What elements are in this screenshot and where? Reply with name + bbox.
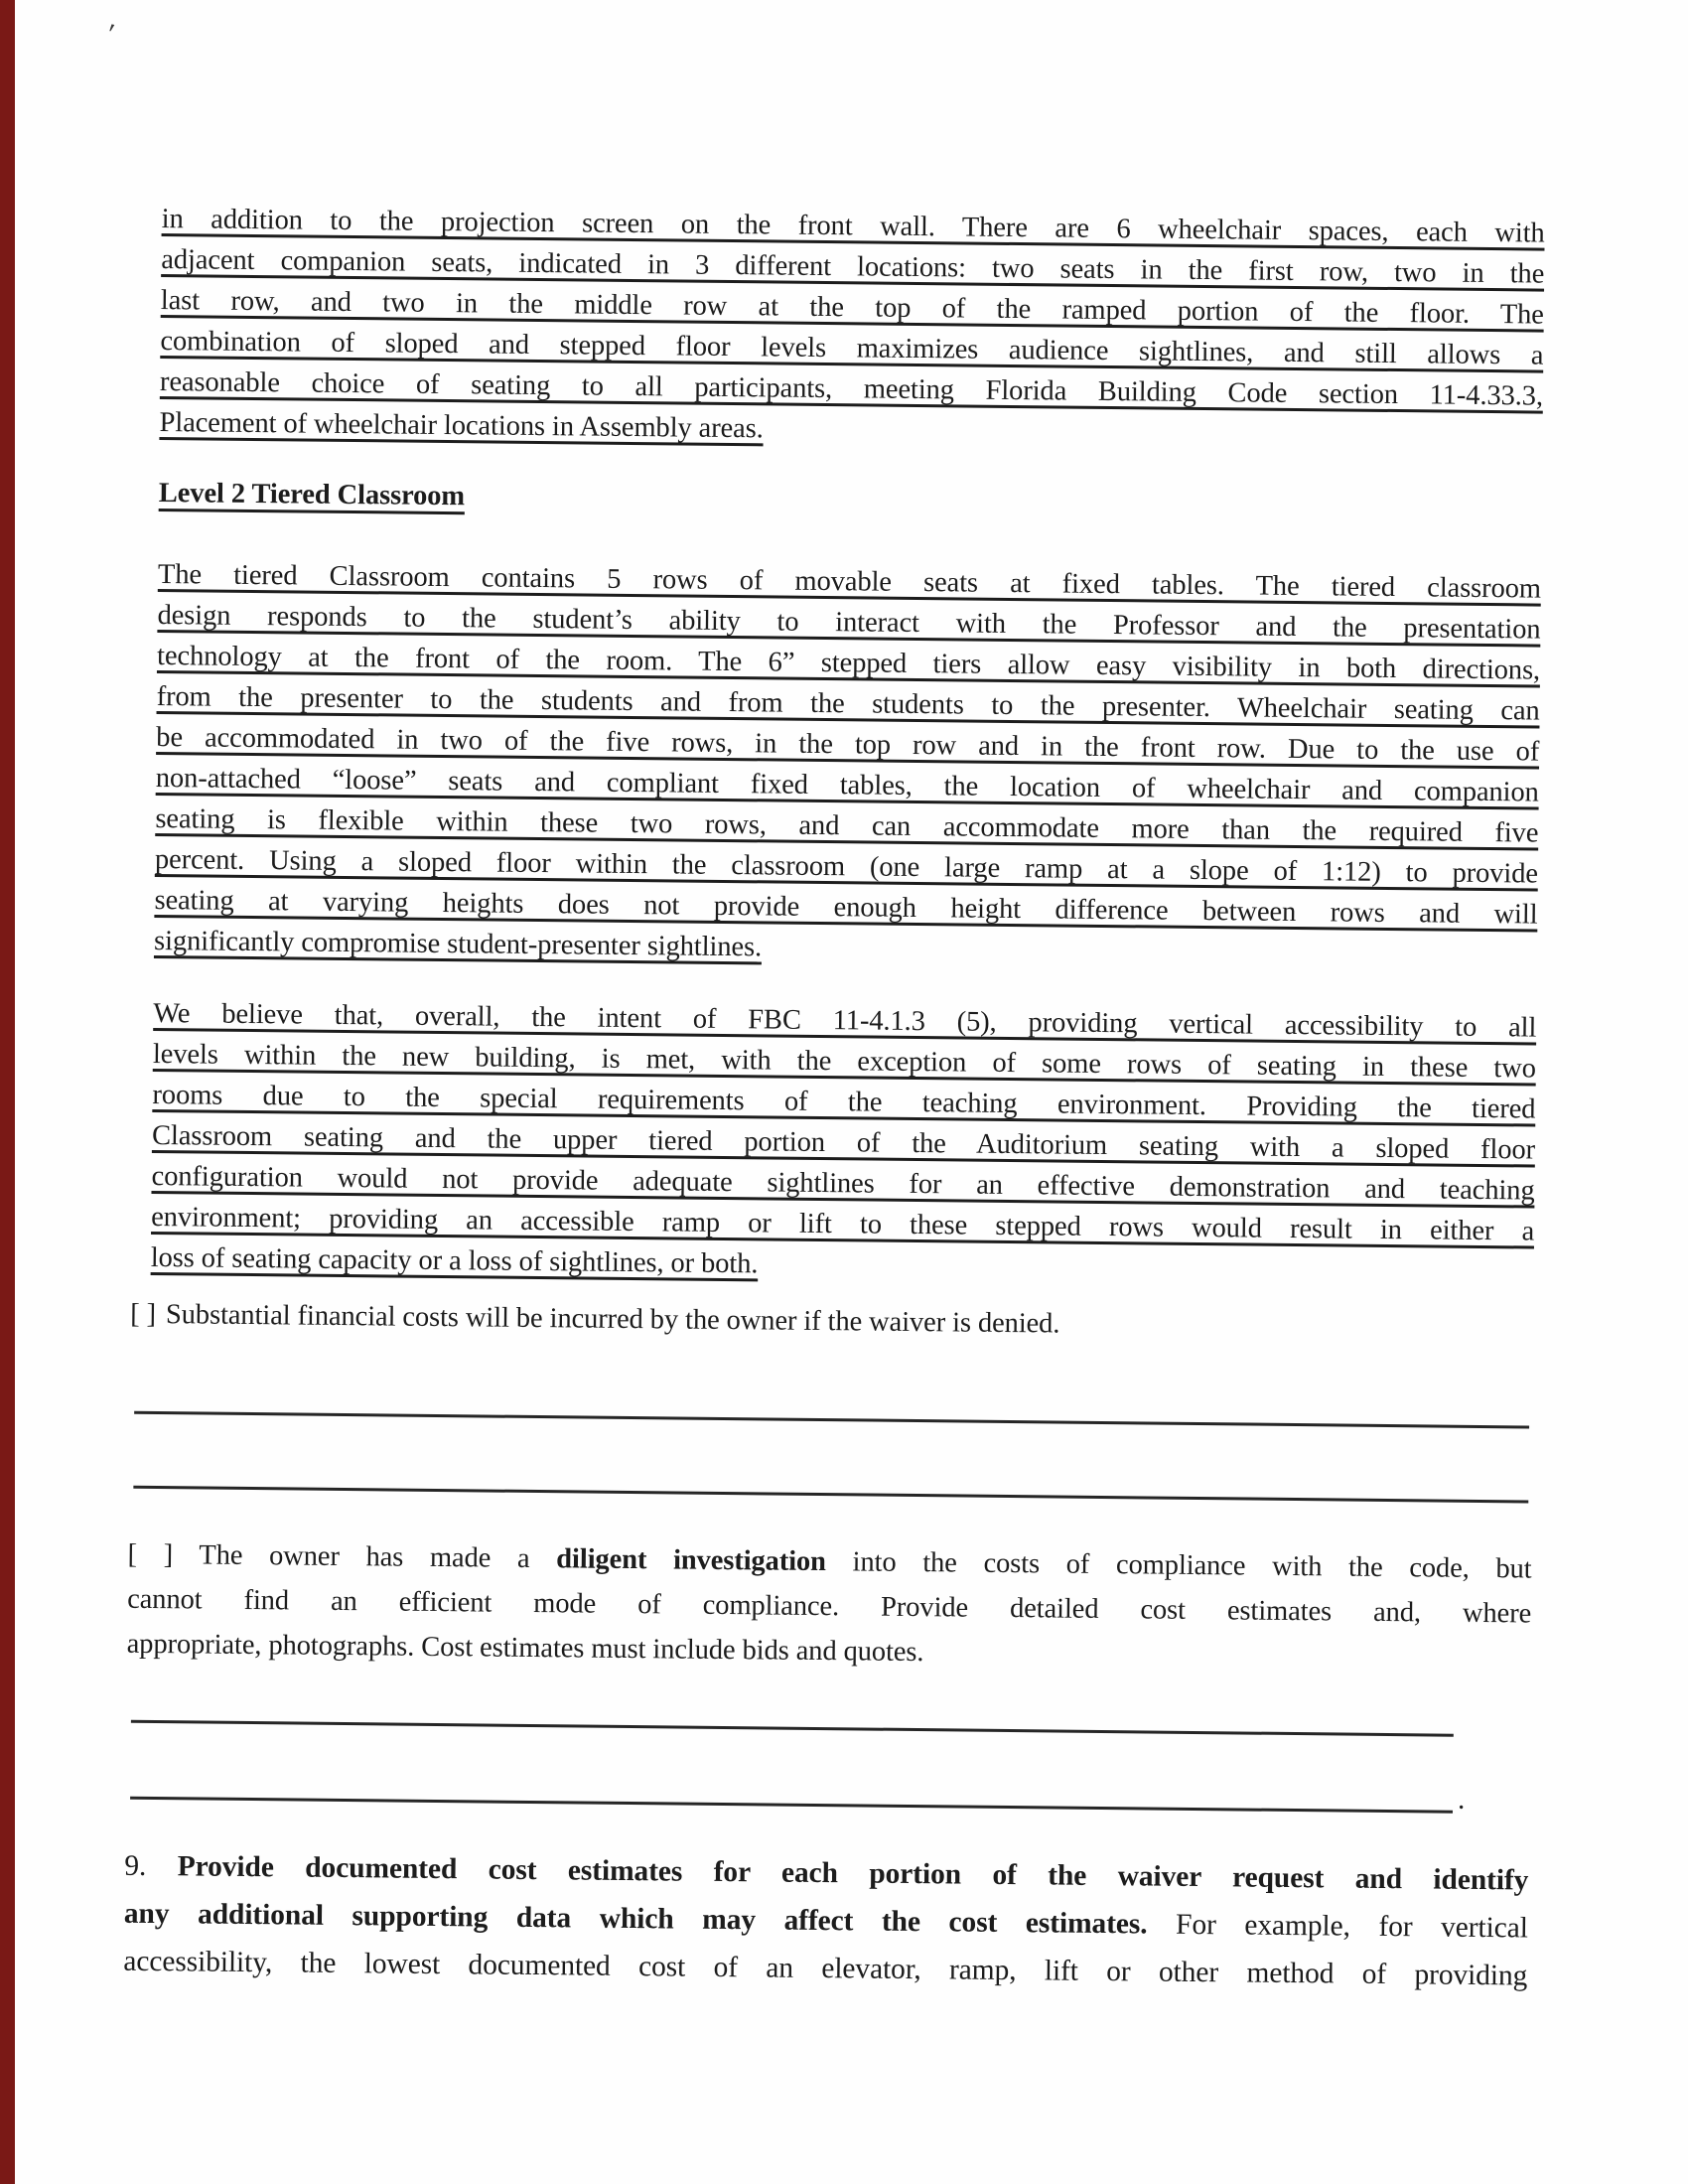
text-line: Classroom seating and the upper tiered portion of the Auditorium seating with a sloped floor (151, 1119, 1536, 1166)
scanner-edge-artifact (0, 0, 15, 2184)
text-segment: into the costs of compliance with the code, but (825, 1546, 1532, 1585)
text-line: significantly compromise student-presenter sightlines. (153, 925, 763, 963)
text-line: Placement of wheelchair locations in Assembly areas. (159, 406, 764, 445)
text-line: non-attached “loose” seats and compliant fixed tables, the location of wheelchair and companion (155, 762, 1539, 808)
bold-text-segment: any additional supporting data which may affect the cost estimates. (123, 1897, 1148, 1941)
text-line: be accommodated in two of the five rows, in the top row and in the front row. Due to the use of (156, 721, 1540, 768)
intro-paragraph (159, 199, 1544, 458)
text-line: technology at the front of the room. The 6” stepped tiers allow easy visibility in both directions, (156, 640, 1541, 686)
blank-response-line (131, 1720, 1454, 1737)
text-line: The tiered Classroom contains 5 rows of movable seats at fixed tables. The tiered classroom (157, 558, 1542, 605)
text-line: seating at varying heights does not provide enough height difference between rows and will (154, 884, 1538, 931)
text-line: levels within the new building, is met, with the exception of some rows of seating in these two (152, 1038, 1537, 1085)
text-line: design responds to the student’s ability to interact with the Professor and the presentation (157, 599, 1541, 646)
text-line: last row, and two in the middle row at the top of the ramped portion of the floor. The (160, 284, 1544, 331)
text-segment: appropriate, photographs. Cost estimates must include bids and quotes. (126, 1628, 924, 1669)
text-line: configuration would not provide adequate sightlines for an effective demonstration and teaching (151, 1160, 1535, 1207)
text-line: We believe that, overall, the intent of FBC 11-4.1.3 (5), providing vertical accessibility to all (153, 997, 1537, 1044)
text-line: environment; providing an accessible ramp or lift to these stepped rows would result in either a (151, 1201, 1535, 1247)
text-line: reasonable choice of seating to all participants, meeting Florida Building Code section 11-4.33.3, (159, 365, 1544, 412)
text-segment: accessibility, the lowest documented cost of an elevator, ramp, lift or other method of providing (123, 1945, 1528, 1992)
text-line: in addition to the projection screen on the front wall. There are 6 wheelchair spaces, each with (161, 203, 1545, 249)
text-line: seating is flexible within these two rows, and can accommodate more than the required five (155, 802, 1539, 849)
text-segment: cannot find an efficient mode of compliance. Provide detailed cost estimates and, where (127, 1583, 1532, 1630)
checkbox-diligent-investigation (126, 1532, 1531, 1681)
text-line: combination of sloped and stepped floor levels maximizes audience sightlines, and still allows a (160, 325, 1544, 371)
bold-text-segment: diligent investigation (556, 1543, 827, 1578)
stray-pen-mark: ′ (103, 17, 118, 52)
bold-text-segment: Provide documented cost estimates for each portion of the waiver request and identify (177, 1850, 1529, 1897)
text-line: adjacent companion seats, indicated in 3 different locations: two seats in the first row, two in the (161, 243, 1545, 290)
text-line: from the presenter to the students and from the students to the presenter. Wheelchair seating can (156, 680, 1540, 727)
conclusion-paragraph (151, 993, 1537, 1293)
blank-response-line (133, 1486, 1528, 1504)
text-line: percent. Using a sloped floor within the classroom (one large ramp at a slope of 1:12) to provide (154, 843, 1539, 890)
text-segment: The owner has made a (173, 1539, 557, 1575)
item-9-paragraph (123, 1842, 1528, 2000)
section-heading: Level 2 Tiered Classroom (158, 477, 466, 512)
text-segment: For example, for vertical (1147, 1908, 1528, 1945)
item-number: 9. (124, 1849, 178, 1883)
checkbox-financial-label: Substantial financial costs will be incurred by the owner if the waiver is denied. (165, 1299, 1060, 1340)
blank-response-line (130, 1797, 1453, 1814)
checkbox-empty-marker: [ ] (130, 1298, 157, 1330)
classroom-paragraph (154, 554, 1541, 976)
checkbox-empty-marker: [ ] (127, 1538, 174, 1571)
page-content (123, 194, 1612, 1992)
text-line: rooms due to the special requirements of the teaching environment. Providing the tiered (152, 1079, 1536, 1125)
text-line: loss of seating capacity or a loss of sightlines, or both. (150, 1241, 759, 1280)
stray-period: . (1457, 1783, 1466, 1816)
checkbox-financial-costs (130, 1294, 1534, 1350)
blank-response-line (134, 1411, 1529, 1429)
